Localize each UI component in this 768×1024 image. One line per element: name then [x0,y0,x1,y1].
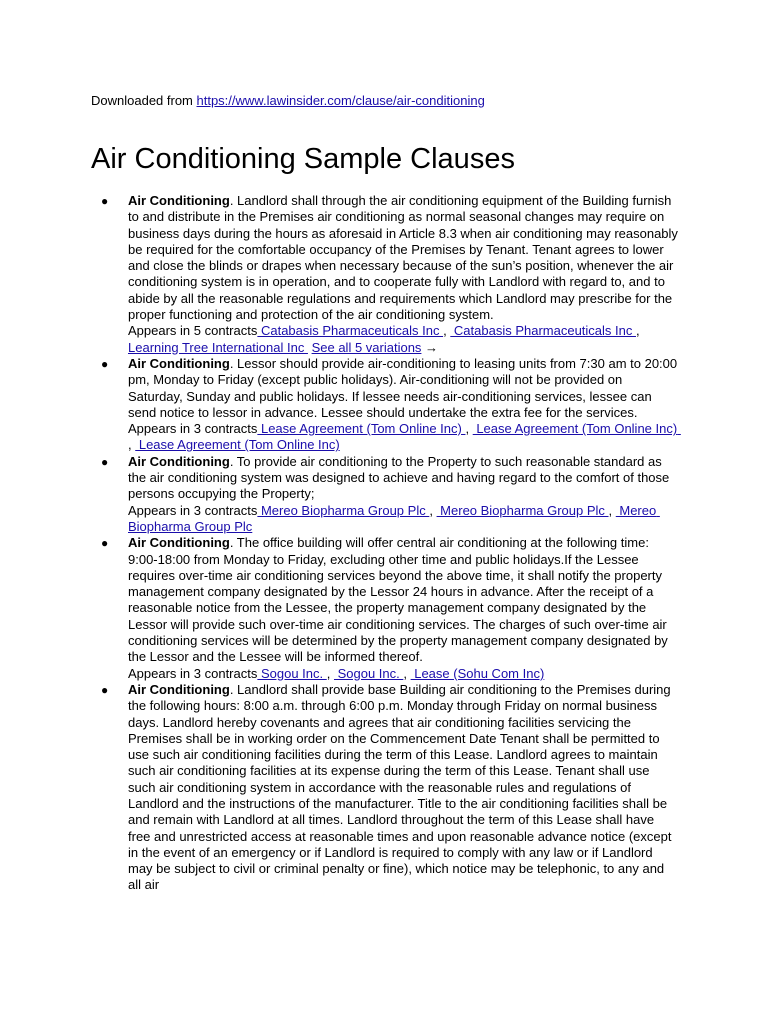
clause-item [101,535,680,682]
arrow-right-icon: → [425,339,439,355]
clause-text: . Landlord shall through the air conditioning equipment of the Building furnish to and distribute in the Premises air conditioning as normal seasonal changes may require on business days during the hours as aforesaid in Article 8.3 when air conditioning may reasonably be required for the comfortable occupancy of the Premises by Tenant. Tenant agrees to lower and close the blinds or drapes when necessary because of the sun’s position, whenever the air conditioning system is in operation, and to cooperate fully with Landlord with regard to, and to abide by all the reasonable regulations and requirements which Landlord may prescribe for the proper functioning and protection of the air conditioning system. [128,193,678,323]
contract-link[interactable]: Catabasis Pharmaceuticals Inc [450,323,636,339]
clause-text: . Lessor should provide air-conditioning to leasing units from 7:30 am to 20:00 pm, Monday to Friday (except public holidays). Air-conditioning will not be provided on Saturday, Sunday and public holidays. If lessee needs air-conditioning services, lessee can send notice to lessor in advance. Lessee should undertake the extra fee for the services. [128,355,678,420]
contract-link[interactable]: Lease Agreement (Tom Online Inc) [135,437,340,453]
contract-link[interactable]: Lease (Sohu Com Inc) [410,665,545,681]
bullet-icon: ● [101,536,109,551]
clause-text: . Landlord shall provide base Building air conditioning to the Premises during the following hours: 8:00 a.m. through 6:00 p.m. Monday through Friday on normal business days. Landlord hereby covenants and agrees that air conditioning facilities servicing the Premises shall be in working order on the Commencement Date Tenant shall be permitted to use such air conditioning facilities during the term of this Lease. Landlord agrees to maintain such air conditioning facilities at its expense during the term of this Lease. Tenant shall use such air conditioning system in accordance with the reasonable rules and regulations of Landlord and the instructions of the manufacturer. Title to the air conditioning facilities shall be and remain with Landlord at all times. Landlord throughout the term of this Lease shall have free and unrestricted access at reasonable times and upon reasonable advance notice (except in the event of an emergency or if Landlord is required to comply with any law or if Landlord may be subject to civil or criminal penalty or fine), which notice may be telephonic, to any and all air [128,681,672,893]
contract-link[interactable]: Mereo Biopharma Group Plc [257,502,430,518]
see-all-variations-link[interactable]: See all 5 variations [311,339,422,355]
clause-title: Air Conditioning [128,355,230,371]
clause-title: Air Conditioning [128,453,230,469]
contract-link[interactable]: Learning Tree International Inc [128,339,308,355]
bullet-icon: ● [101,682,109,697]
appears-label: Appears in 3 contracts [128,502,258,518]
clause-item [101,193,680,356]
clause-text: . The office building will offer central air conditioning at the following time: 9:00-18:00 from Monday to Friday, excluding other time and public holidays.If the Lessee requires over-time air conditioning services beyond the above time, it shall notify the property management company designated by the Lessor 24 hours in advance. After the receipt of a reasonable notice from the Lessee, the property management company designated by the Lessor will provide such over-time air conditioning services. The charges of such over-time air conditioning services will be determined by the property management company designated by the Lessor and the Lessee will be informed thereof. [128,535,668,665]
appears-in-line: Appears in 3 contracts Sogou Inc. , Sogou Inc. , Lease (Sohu Com Inc) [128,665,545,681]
contract-link[interactable]: Mereo Biopharma Group Plc [436,502,609,518]
clause-text: . To provide air conditioning to the Property to such reasonable standard as the air conditioning system was designed to achieve and having regard to the comfort of those persons occupying the Property; [128,453,670,502]
bullet-icon: ● [101,194,109,208]
clause-item [101,681,680,894]
contract-link[interactable]: Lease Agreement (Tom Online Inc) [257,421,466,437]
appears-in-line: Appears in 3 contracts Lease Agreement (Tom Online Inc) , Lease Agreement (Tom Online Inc) , Lease Agreement (Tom Online Inc) [128,421,681,453]
contract-link[interactable]: Sogou Inc. [257,665,327,681]
clause-item [101,355,681,454]
contract-link[interactable]: Lease Agreement (Tom Online Inc) [472,421,681,437]
contract-link[interactable]: Sogou Inc. [333,665,404,681]
contract-link[interactable]: Catabasis Pharmaceuticals Inc [257,323,444,339]
appears-label: Appears in 5 contracts [128,323,258,339]
clause-list [101,193,681,894]
appears-in-line: Appears in 3 contracts Mereo Biopharma Group Plc , Mereo Biopharma Group Plc , Mereo Biopharma Group Plc [128,502,660,534]
source-url-link[interactable]: https://www.lawinsider.com/clause/air-conditioning [196,93,485,108]
appears-label: Appears in 3 contracts [128,421,258,437]
bullet-icon: ● [101,454,109,469]
clause-title: Air Conditioning [128,535,230,551]
contract-link[interactable]: Mereo Biopharma Group Plc [128,502,660,534]
page-title: Air Conditioning Sample Clauses [91,143,515,175]
downloaded-prefix: Downloaded from [91,93,197,108]
clause-title: Air Conditioning [128,193,230,208]
clause-item [101,453,680,535]
bullet-icon: ● [101,356,109,371]
appears-label: Appears in 3 contracts [128,665,258,681]
clause-title: Air Conditioning [128,681,230,697]
downloaded-from-line [91,93,485,109]
appears-in-line: Appears in 5 contracts Catabasis Pharmaceuticals Inc , Catabasis Pharmaceuticals Inc , Learning Tree International Inc See all 5 variations → [128,323,640,355]
